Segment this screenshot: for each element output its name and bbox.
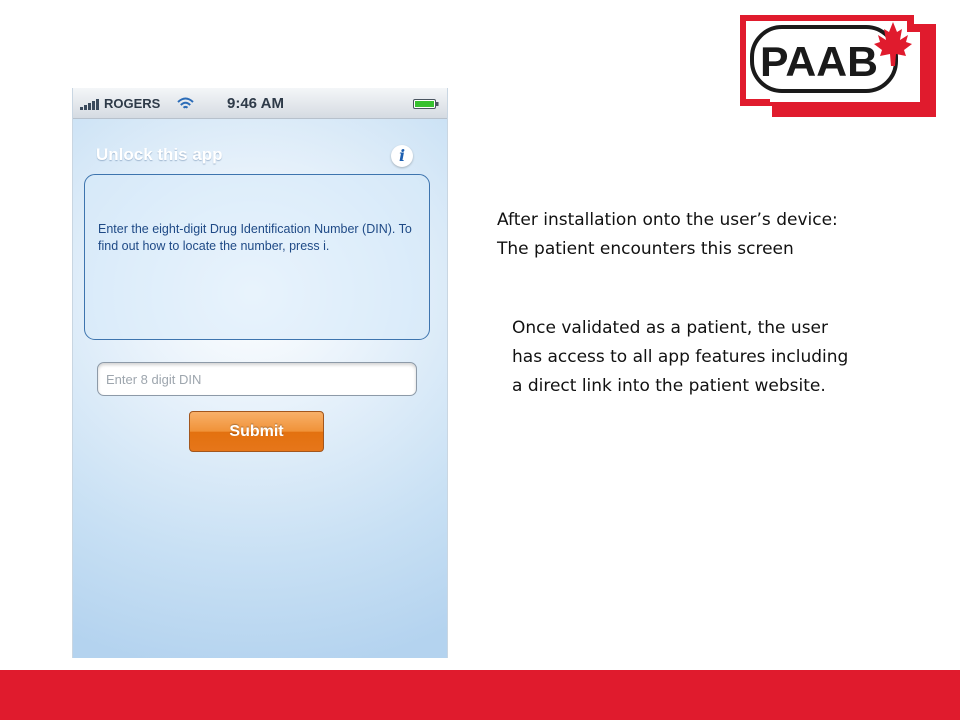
caption-line: After installation onto the user’s device: xyxy=(497,210,838,230)
footer-band xyxy=(0,670,960,720)
logo-text: PAAB xyxy=(760,38,878,85)
paab-logo xyxy=(740,14,936,118)
signal-bars-icon xyxy=(80,99,99,110)
instruction-text: Enter the eight-digit Drug Identification Number (DIN). To find out how to locate the number, press i. xyxy=(98,222,412,253)
status-bar xyxy=(73,88,447,119)
caption-validation xyxy=(512,314,932,401)
instruction-panel xyxy=(84,174,430,340)
submit-button[interactable]: Submit xyxy=(189,411,324,452)
caption-line: has access to all app features including xyxy=(512,347,849,367)
info-icon[interactable]: i xyxy=(391,145,413,167)
caption-line: Once validated as a patient, the user xyxy=(512,318,829,338)
caption-line: The patient encounters this screen xyxy=(497,239,794,259)
page-title: Unlock this app xyxy=(96,145,223,164)
status-time: 9:46 AM xyxy=(227,95,284,112)
caption-line: a direct link into the patient website. xyxy=(512,376,826,396)
caption-installation xyxy=(497,206,917,264)
app-screenshot xyxy=(72,88,448,658)
wifi-icon xyxy=(177,97,194,110)
battery-icon xyxy=(413,99,439,109)
carrier-label: ROGERS xyxy=(104,96,161,111)
din-input[interactable] xyxy=(97,362,417,396)
